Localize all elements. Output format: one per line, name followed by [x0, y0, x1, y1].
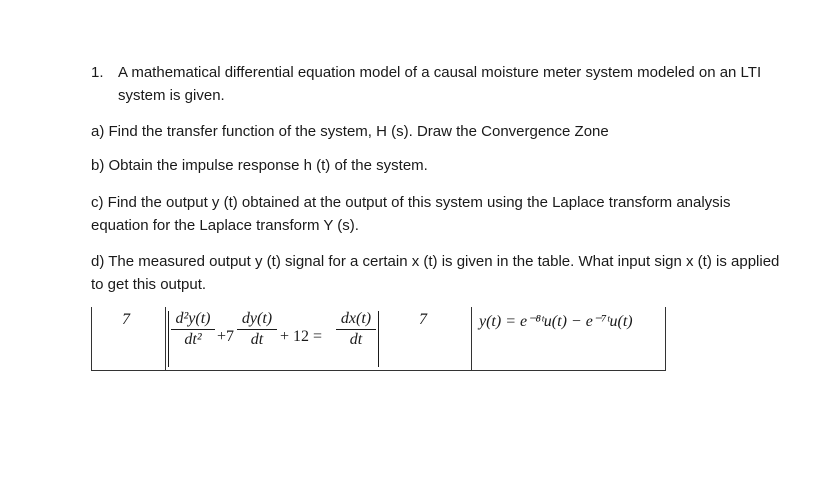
table-border-left [91, 307, 92, 371]
dt-denominator: dt [250, 331, 264, 348]
table-cell-number: 7 [419, 311, 427, 328]
question-text: A mathematical differential equation model of a causal moisture meter system modeled on an LTI system is given. [118, 64, 762, 104]
part-a: a) Find the transfer function of the system, H (s). Draw the Convergence Zone [91, 123, 609, 140]
dt-denominator: dt [349, 331, 363, 348]
table-cell-number: 7 [122, 311, 130, 328]
dx-dt-fraction [336, 310, 376, 349]
fraction-bar [336, 329, 376, 330]
plus-seven: +7 [217, 328, 235, 345]
table-divider-2 [471, 307, 472, 371]
given-data-table [91, 307, 666, 371]
d2y-numerator: d²y(t) [175, 310, 211, 327]
dt2-denominator: dt² [184, 331, 202, 348]
part-c: c) Find the output y (t) obtained at the output of this system using the Laplace transform analysis equation for the Laplace transform Y (s). [91, 194, 731, 234]
d2y-dt2-fraction [171, 310, 215, 349]
equation-bar-right [378, 311, 379, 367]
table-border-bottom [91, 370, 666, 371]
table-border-right [665, 307, 666, 371]
output-signal: y(t) = e⁻⁸ᵗu(t) − e⁻⁷ᵗu(t) [479, 313, 633, 330]
table-divider-1 [165, 307, 166, 371]
part-d: d) The measured output y (t) signal for a certain x (t) is given in the table. What input sign x (t) is applied to get this output. [91, 253, 780, 293]
equation-bar-left [168, 311, 169, 367]
part-b: b) Obtain the impulse response h (t) of the system. [91, 157, 428, 174]
fraction-bar [171, 329, 215, 330]
dx-numerator: dx(t) [340, 310, 372, 327]
plus-twelve-equals: + 12 = [280, 328, 323, 345]
fraction-bar [237, 329, 277, 330]
dy-dt-fraction [237, 310, 277, 349]
question-number: 1. [91, 64, 104, 81]
dy-numerator: dy(t) [241, 310, 273, 327]
